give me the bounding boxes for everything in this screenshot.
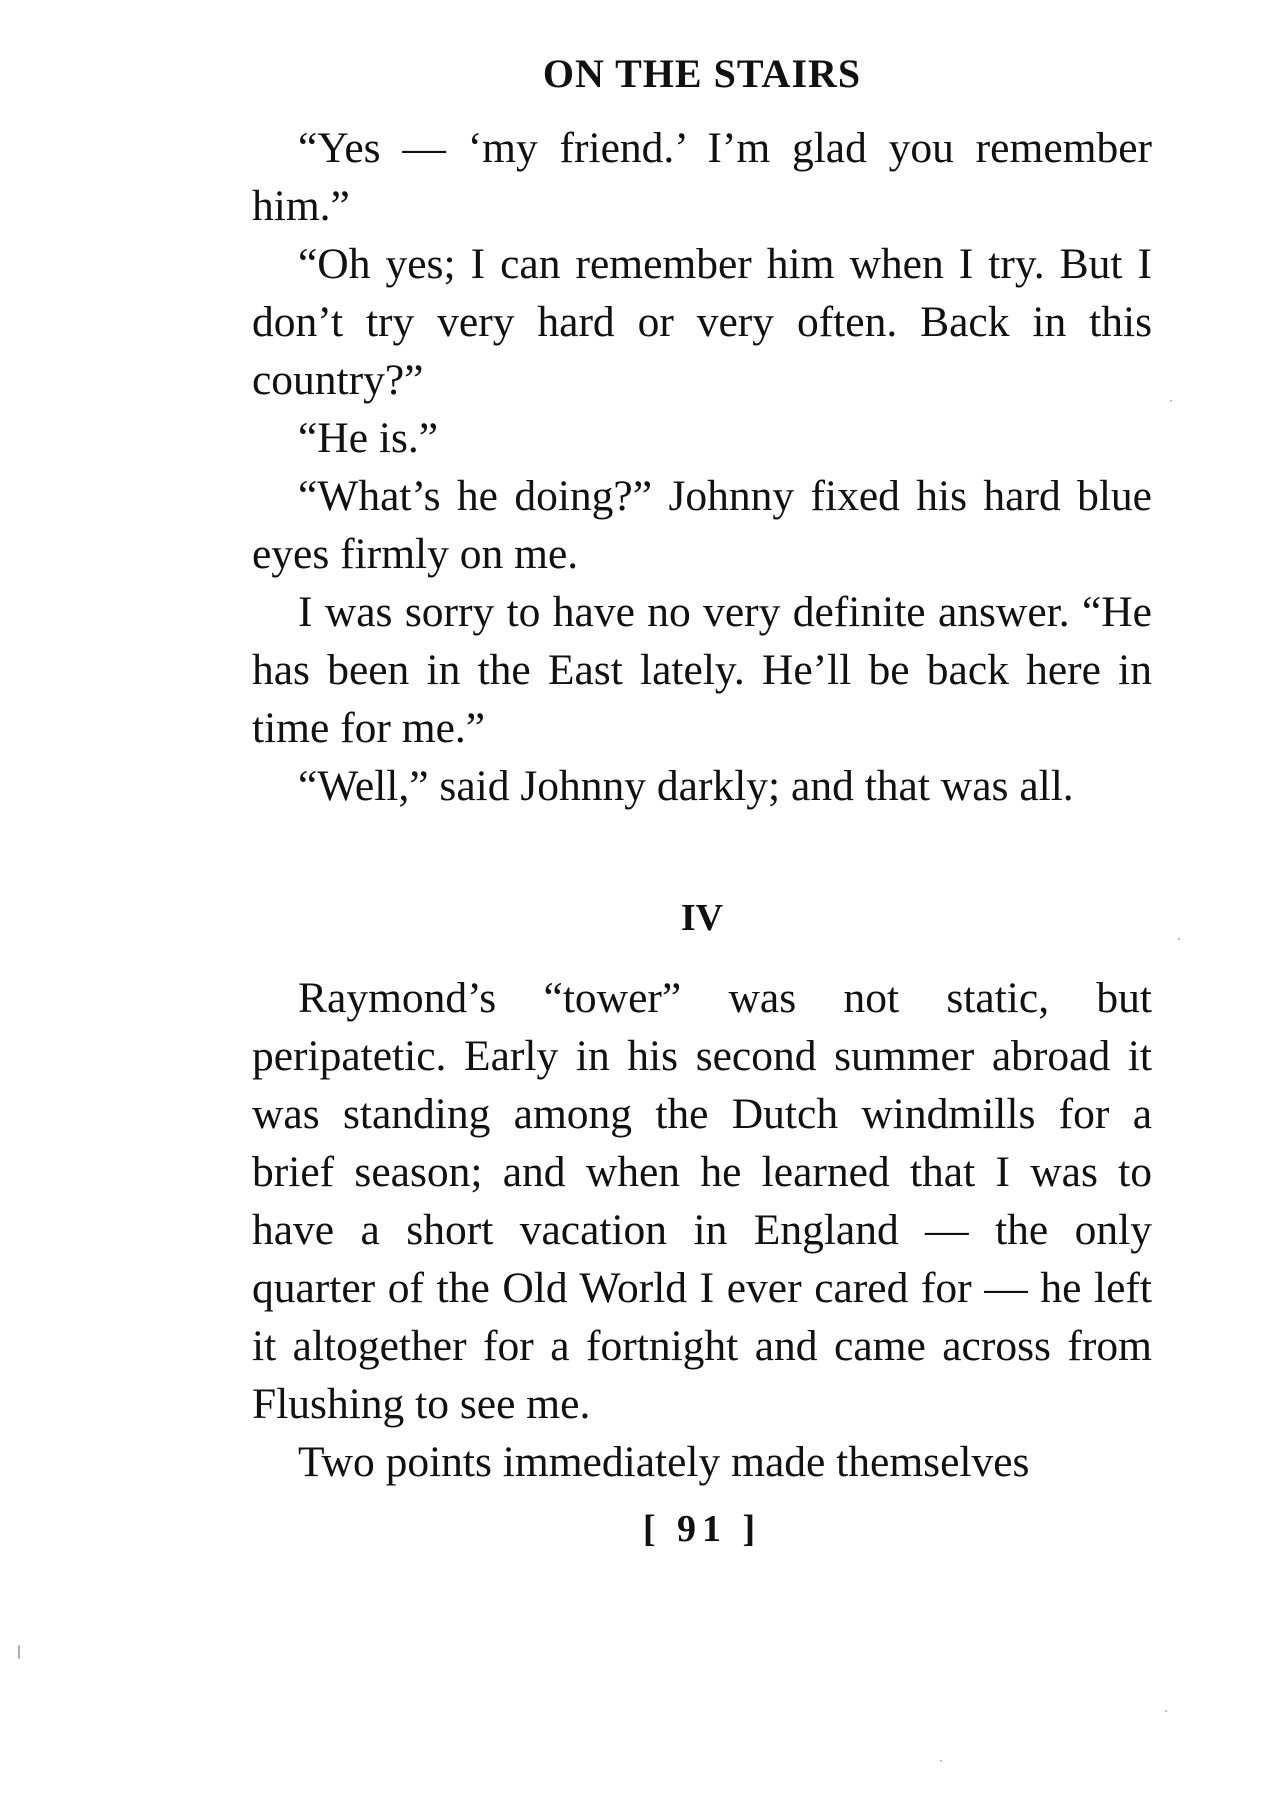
paragraph-1: “Yes — ‘my friend.’ I’m glad you remember him.” [252, 124, 1152, 230]
page-content [252, 40, 1152, 1551]
paragraph-2: “Oh yes; I can remember him when I try. But I don’t try very hard or very often. Back in this country?” [252, 240, 1152, 404]
paragraph-3: “He is.” [298, 414, 439, 462]
paragraph-8: Two points immediately made themselves [298, 1438, 1030, 1486]
paragraph-4: “What’s he doing?” Johnny fixed his hard blue eyes firmly on me. [252, 472, 1152, 578]
scan-speck [18, 1645, 20, 1659]
paragraph-6: “Well,” said Johnny darkly; and that was all. [298, 762, 1074, 810]
page-number: [ 91 ] [642, 1508, 762, 1550]
running-head: ON THE STAIRS [542, 51, 862, 96]
body-text [252, 119, 1152, 1491]
paragraph-5: I was sorry to have no very definite answer. “He has been in the East lately. He’ll be back here in time for me.” [252, 588, 1152, 752]
scan-speck [1165, 1710, 1167, 1712]
scan-speck [1170, 400, 1172, 402]
scan-speck [1178, 938, 1180, 940]
scan-speck [940, 1760, 942, 1762]
section-numeral: IV [680, 897, 724, 939]
paragraph-7: Raymond’s “tower” was not static, but peripatetic. Early in his second summer abroad it was standing among the Dutch windmills for a brief season; and when he learned that I was to have a short vacation in England — the only quarter of the Old World I ever cared for — he left it altogether for a fortnight and came across from Flushing to see me. [252, 974, 1152, 1428]
